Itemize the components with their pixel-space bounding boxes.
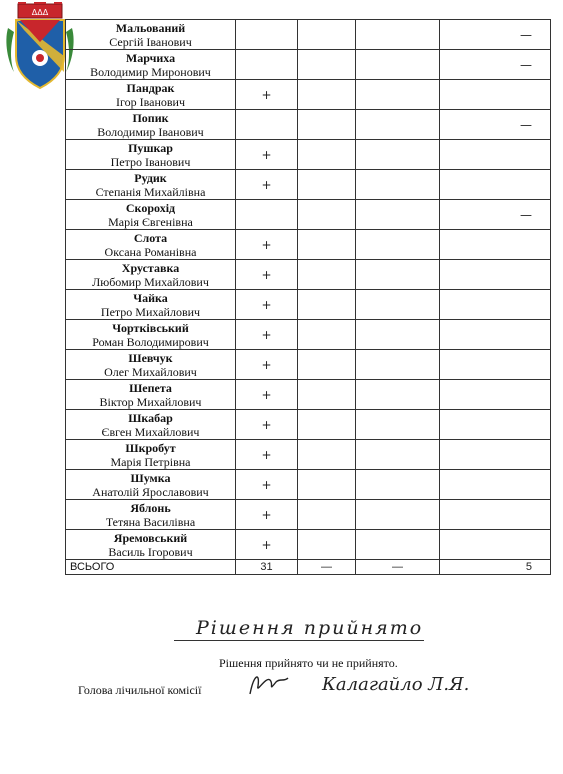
member-name-cell xyxy=(66,440,236,470)
member-surname: Шкабар xyxy=(128,410,173,425)
vote-against-cell xyxy=(298,410,356,440)
table-row xyxy=(66,530,551,560)
table-row xyxy=(66,80,551,110)
table-row xyxy=(66,470,551,500)
vote-absent-cell xyxy=(440,530,551,560)
table-row xyxy=(66,500,551,530)
member-name-cell xyxy=(66,290,236,320)
vote-for-cell: + xyxy=(236,290,298,320)
vote-absent-cell xyxy=(440,440,551,470)
member-given-name: Віктор Михайлович xyxy=(99,394,202,409)
member-given-name: Володимир Миронович xyxy=(90,64,211,79)
member-name-cell xyxy=(66,530,236,560)
total-absent: 5 xyxy=(440,560,551,575)
member-surname: Шкробут xyxy=(125,440,176,455)
member-name-cell xyxy=(66,500,236,530)
member-given-name: Степанія Михайлівна xyxy=(95,184,206,199)
vote-absent-cell xyxy=(440,410,551,440)
vote-against-cell xyxy=(298,290,356,320)
vote-absent-cell xyxy=(440,500,551,530)
vote-abstain-cell xyxy=(356,380,440,410)
vote-abstain-cell xyxy=(356,410,440,440)
vote-abstain-cell xyxy=(356,110,440,140)
vote-absent-cell xyxy=(440,470,551,500)
member-surname: Мальований xyxy=(115,20,186,35)
member-surname: Хруставка xyxy=(121,260,180,275)
member-name-cell xyxy=(66,260,236,290)
table-row xyxy=(66,410,551,440)
vote-abstain-cell xyxy=(356,500,440,530)
vote-for-cell: + xyxy=(236,350,298,380)
vote-absent-cell: — xyxy=(440,200,551,230)
total-label: ВСЬОГО xyxy=(66,560,236,575)
member-given-name: Любомир Михайлович xyxy=(92,274,209,289)
vote-abstain-cell xyxy=(356,290,440,320)
vote-for-cell: + xyxy=(236,410,298,440)
table-row xyxy=(66,200,551,230)
table-row xyxy=(66,260,551,290)
member-given-name: Марія Петрівна xyxy=(110,454,191,469)
vote-against-cell xyxy=(298,170,356,200)
vote-absent-cell xyxy=(440,260,551,290)
member-name-cell xyxy=(66,50,236,80)
vote-for-cell: + xyxy=(236,440,298,470)
vote-abstain-cell xyxy=(356,320,440,350)
vote-against-cell xyxy=(298,350,356,380)
vote-absent-cell xyxy=(440,230,551,260)
chair-label: Голова лічильної комісії xyxy=(78,683,202,697)
vote-for-cell: + xyxy=(236,470,298,500)
vote-for-cell: + xyxy=(236,260,298,290)
member-name-cell xyxy=(66,110,236,140)
member-surname: Шумка xyxy=(130,470,171,485)
vote-abstain-cell xyxy=(356,140,440,170)
vote-absent-cell: — xyxy=(440,20,551,50)
member-given-name: Ігор Іванович xyxy=(116,94,185,109)
member-surname: Пандрак xyxy=(126,80,175,95)
table-row xyxy=(66,20,551,50)
vote-abstain-cell xyxy=(356,50,440,80)
vote-against-cell xyxy=(298,380,356,410)
vote-against-cell xyxy=(298,20,356,50)
vote-against-cell xyxy=(298,230,356,260)
member-name-cell xyxy=(66,380,236,410)
member-given-name: Оксана Романівна xyxy=(104,244,197,259)
member-given-name: Володимир Іванович xyxy=(97,124,204,139)
table-row xyxy=(66,440,551,470)
voting-table xyxy=(65,19,551,575)
vote-absent-cell xyxy=(440,140,551,170)
member-surname: Чайка xyxy=(133,290,168,305)
vote-against-cell xyxy=(298,500,356,530)
total-for: 31 xyxy=(236,560,298,575)
member-given-name: Тетяна Василівна xyxy=(105,514,196,529)
vote-against-cell xyxy=(298,140,356,170)
vote-abstain-cell xyxy=(356,230,440,260)
vote-abstain-cell xyxy=(356,170,440,200)
member-surname: Яблонь xyxy=(130,500,171,515)
member-given-name: Петро Михайлович xyxy=(100,304,201,319)
member-given-name: Євген Михайлович xyxy=(101,424,200,439)
member-name-cell xyxy=(66,200,236,230)
member-given-name: Сергій Іванович xyxy=(109,34,192,49)
member-surname: Марчиха xyxy=(125,50,176,65)
table-row xyxy=(66,350,551,380)
vote-absent-cell xyxy=(440,350,551,380)
member-surname: Яремовський xyxy=(113,530,188,545)
member-name-cell xyxy=(66,20,236,50)
member-given-name: Василь Ігорович xyxy=(108,544,193,559)
table-row xyxy=(66,140,551,170)
vote-abstain-cell xyxy=(356,20,440,50)
vote-against-cell xyxy=(298,200,356,230)
member-given-name: Олег Михайлович xyxy=(104,364,197,379)
vote-abstain-cell xyxy=(356,260,440,290)
vote-absent-cell xyxy=(440,80,551,110)
total-row xyxy=(66,560,551,575)
table-row xyxy=(66,170,551,200)
table-row xyxy=(66,230,551,260)
member-given-name: Петро Іванович xyxy=(110,154,191,169)
vote-for-cell: + xyxy=(236,170,298,200)
vote-for-cell xyxy=(236,200,298,230)
vote-abstain-cell xyxy=(356,200,440,230)
vote-against-cell xyxy=(298,260,356,290)
table-row xyxy=(66,290,551,320)
member-surname: Шевчук xyxy=(128,350,173,365)
vote-against-cell xyxy=(298,80,356,110)
member-name-cell xyxy=(66,80,236,110)
vote-for-cell: + xyxy=(236,500,298,530)
chair-name: Калагайло Л.Я. xyxy=(322,674,470,695)
member-surname: Слота xyxy=(133,230,168,245)
vote-for-cell: + xyxy=(236,80,298,110)
svg-text:ΔΔΔ: ΔΔΔ xyxy=(31,8,49,17)
vote-for-cell: + xyxy=(236,530,298,560)
member-surname: Рудик xyxy=(134,170,167,185)
vote-absent-cell: — xyxy=(440,110,551,140)
table-row xyxy=(66,110,551,140)
vote-abstain-cell xyxy=(356,530,440,560)
table-row xyxy=(66,320,551,350)
table-row xyxy=(66,380,551,410)
member-surname: Шепета xyxy=(129,380,172,395)
vote-absent-cell xyxy=(440,290,551,320)
vote-against-cell xyxy=(298,440,356,470)
member-name-cell xyxy=(66,410,236,440)
member-surname: Пушкар xyxy=(128,140,173,155)
vote-for-cell: + xyxy=(236,380,298,410)
handwritten-decision: Рішення прийнято xyxy=(196,617,424,639)
vote-against-cell xyxy=(298,530,356,560)
member-surname: Скорохід xyxy=(125,200,176,215)
vote-for-cell xyxy=(236,110,298,140)
vote-abstain-cell xyxy=(356,440,440,470)
vote-absent-cell xyxy=(440,170,551,200)
vote-abstain-cell xyxy=(356,470,440,500)
member-name-cell xyxy=(66,170,236,200)
member-surname: Попик xyxy=(132,110,169,125)
member-surname: Чортківський xyxy=(112,320,189,335)
member-given-name: Роман Володимирович xyxy=(92,334,209,349)
table-row xyxy=(66,50,551,80)
vote-against-cell xyxy=(298,110,356,140)
vote-for-cell xyxy=(236,20,298,50)
member-name-cell xyxy=(66,350,236,380)
member-name-cell xyxy=(66,320,236,350)
vote-abstain-cell xyxy=(356,80,440,110)
vote-absent-cell: — xyxy=(440,50,551,80)
signature-line xyxy=(174,640,424,641)
member-name-cell xyxy=(66,470,236,500)
vote-for-cell: + xyxy=(236,230,298,260)
member-name-cell xyxy=(66,140,236,170)
vote-against-cell xyxy=(298,50,356,80)
decision-text: Рішення прийнято чи не прийнято. xyxy=(219,656,398,670)
member-given-name: Анатолій Ярославович xyxy=(92,484,209,499)
chair-signature xyxy=(244,668,292,698)
vote-for-cell xyxy=(236,50,298,80)
vote-abstain-cell xyxy=(356,350,440,380)
vote-for-cell: + xyxy=(236,320,298,350)
total-against: — xyxy=(298,560,356,575)
vote-for-cell: + xyxy=(236,140,298,170)
member-name-cell xyxy=(66,230,236,260)
member-given-name: Марія Євгенівна xyxy=(108,214,193,229)
vote-absent-cell xyxy=(440,320,551,350)
vote-against-cell xyxy=(298,470,356,500)
vote-against-cell xyxy=(298,320,356,350)
vote-absent-cell xyxy=(440,380,551,410)
total-abstain: — xyxy=(356,560,440,575)
